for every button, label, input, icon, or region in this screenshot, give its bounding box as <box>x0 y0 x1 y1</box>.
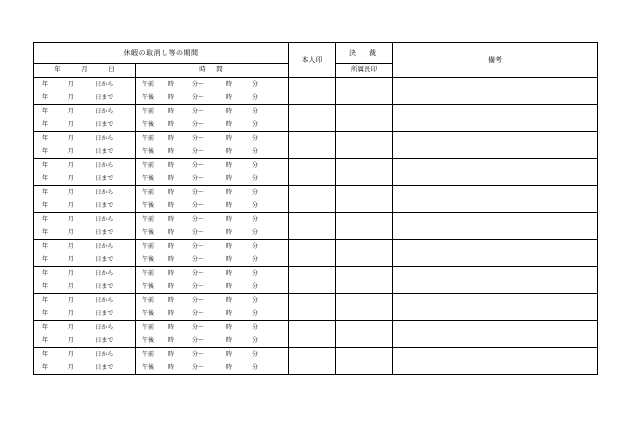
date-line <box>34 226 135 239</box>
time-line <box>136 361 288 374</box>
minute-to-label: 分 <box>252 94 259 101</box>
year-label: 年 <box>42 283 49 290</box>
period-time-cell[interactable] <box>136 159 289 186</box>
date-line <box>34 159 135 172</box>
day-label: 日から <box>95 297 114 304</box>
hour-label: 時 <box>168 108 175 115</box>
hour-to-label: 時 <box>226 351 233 358</box>
period-date-cell[interactable] <box>34 186 136 213</box>
hour-to-label: 時 <box>226 324 233 331</box>
kessai-header: 決 裁 <box>336 43 393 64</box>
date-line <box>34 348 135 361</box>
year-label: 年 <box>42 81 49 88</box>
time-line <box>136 321 288 334</box>
ampm-label: 午前 <box>142 297 155 304</box>
minute-to-label: 分 <box>252 202 259 209</box>
time-line <box>136 105 288 118</box>
table-row[interactable] <box>34 186 598 213</box>
biko-cell[interactable] <box>393 240 598 267</box>
date-line <box>34 334 135 347</box>
year-label: 年 <box>42 324 49 331</box>
hour-label: 時 <box>168 81 175 88</box>
date-line <box>34 280 135 293</box>
date-subheader <box>34 64 136 78</box>
day-label: 日まで <box>95 202 114 209</box>
year-label: 年 <box>42 121 49 128</box>
time-line <box>136 334 288 347</box>
day-label: 日まで <box>95 148 114 155</box>
day-label: 日まで <box>95 283 114 290</box>
month-label: 月 <box>67 121 74 128</box>
form-table <box>33 42 598 375</box>
period-header: 休暇の取消し等の期間 <box>34 43 289 64</box>
hour-to-label: 時 <box>226 202 233 209</box>
minute-to-label: 分 <box>252 135 259 142</box>
ampm-label: 午前 <box>142 189 155 196</box>
date-line <box>34 132 135 145</box>
day-label: 日まで <box>95 121 114 128</box>
minute-from-label: 分～ <box>192 81 205 88</box>
minute-from-label: 分～ <box>192 162 205 169</box>
minute-to-label: 分 <box>252 189 259 196</box>
day-label: 日まで <box>95 175 114 182</box>
minute-from-label: 分～ <box>192 324 205 331</box>
month-label: 月 <box>67 364 74 371</box>
month-label: 月 <box>67 243 74 250</box>
day-label: 日から <box>95 243 114 250</box>
time-line <box>136 307 288 320</box>
day-label: 日から <box>95 108 114 115</box>
period-date-cell[interactable] <box>34 348 136 375</box>
kessai-seal-cell[interactable] <box>336 321 393 348</box>
hour-label: 時 <box>168 256 175 263</box>
leave-cancellation-form <box>33 42 597 375</box>
biko-cell[interactable] <box>393 321 598 348</box>
period-time-cell[interactable] <box>136 267 289 294</box>
ampm-label: 午前 <box>142 81 155 88</box>
hour-to-label: 時 <box>226 310 233 317</box>
hour-label: 時 <box>168 94 175 101</box>
month-label: 月 <box>67 297 74 304</box>
biko-cell[interactable] <box>393 267 598 294</box>
date-line <box>34 199 135 212</box>
day-label: 日から <box>95 216 114 223</box>
ampm-label: 午前 <box>142 135 155 142</box>
minute-from-label: 分～ <box>192 135 205 142</box>
time-line <box>136 240 288 253</box>
month-label: 月 <box>67 175 74 182</box>
period-time-cell[interactable] <box>136 105 289 132</box>
honnin-seal-cell[interactable] <box>289 348 336 375</box>
ampm-label: 午後 <box>142 283 155 290</box>
day-label: 日から <box>95 81 114 88</box>
kessai-seal-cell[interactable] <box>336 78 393 105</box>
header-row-1 <box>34 43 598 64</box>
date-line <box>34 307 135 320</box>
table-row[interactable] <box>34 240 598 267</box>
ampm-label: 午前 <box>142 243 155 250</box>
period-date-cell[interactable] <box>34 213 136 240</box>
day-label: 日まで <box>95 364 114 371</box>
honnin-seal-cell[interactable] <box>289 78 336 105</box>
minute-from-label: 分～ <box>192 108 205 115</box>
date-line <box>34 91 135 104</box>
month-label: 月 <box>67 256 74 263</box>
period-time-cell[interactable] <box>136 78 289 105</box>
kessai-seal-cell[interactable] <box>336 159 393 186</box>
hour-label: 時 <box>168 216 175 223</box>
year-label: 年 <box>42 94 49 101</box>
hour-label: 時 <box>168 337 175 344</box>
honnin-seal-cell[interactable] <box>289 213 336 240</box>
year-label: 年 <box>42 189 49 196</box>
biko-cell[interactable] <box>393 294 598 321</box>
hour-to-label: 時 <box>226 364 233 371</box>
biko-cell[interactable] <box>393 213 598 240</box>
hour-label: 時 <box>168 270 175 277</box>
minute-to-label: 分 <box>252 121 259 128</box>
month-label: 月 <box>67 324 74 331</box>
subheader-day: 日 <box>108 66 115 74</box>
year-label: 年 <box>42 202 49 209</box>
day-label: 日まで <box>95 310 114 317</box>
time-line <box>136 226 288 239</box>
honnin-seal-cell[interactable] <box>289 267 336 294</box>
time-subheader: 時 間 <box>136 64 289 78</box>
kessai-seal-cell[interactable] <box>336 186 393 213</box>
time-line <box>136 253 288 266</box>
date-line <box>34 172 135 185</box>
hour-to-label: 時 <box>226 135 233 142</box>
period-date-cell[interactable] <box>34 267 136 294</box>
time-line <box>136 280 288 293</box>
ampm-label: 午後 <box>142 121 155 128</box>
hour-label: 時 <box>168 324 175 331</box>
hour-label: 時 <box>168 189 175 196</box>
ampm-label: 午後 <box>142 256 155 263</box>
time-line <box>136 172 288 185</box>
minute-from-label: 分～ <box>192 229 205 236</box>
year-label: 年 <box>42 108 49 115</box>
hour-to-label: 時 <box>226 81 233 88</box>
hour-to-label: 時 <box>226 189 233 196</box>
hour-label: 時 <box>168 310 175 317</box>
ampm-label: 午後 <box>142 337 155 344</box>
period-date-cell[interactable] <box>34 159 136 186</box>
period-date-cell[interactable] <box>34 132 136 159</box>
minute-to-label: 分 <box>252 270 259 277</box>
period-date-cell[interactable] <box>34 321 136 348</box>
period-date-cell[interactable] <box>34 105 136 132</box>
kessai-seal-cell[interactable] <box>336 294 393 321</box>
minute-to-label: 分 <box>252 283 259 290</box>
day-label: 日まで <box>95 337 114 344</box>
ampm-label: 午前 <box>142 324 155 331</box>
ampm-label: 午前 <box>142 162 155 169</box>
hour-to-label: 時 <box>226 256 233 263</box>
kessai-seal-cell[interactable] <box>336 213 393 240</box>
ampm-label: 午前 <box>142 270 155 277</box>
day-label: 日から <box>95 162 114 169</box>
minute-from-label: 分～ <box>192 94 205 101</box>
date-line <box>34 240 135 253</box>
date-line <box>34 213 135 226</box>
date-line <box>34 321 135 334</box>
ampm-label: 午前 <box>142 351 155 358</box>
time-line <box>136 348 288 361</box>
year-label: 年 <box>42 175 49 182</box>
minute-from-label: 分～ <box>192 297 205 304</box>
minute-from-label: 分～ <box>192 202 205 209</box>
ampm-label: 午後 <box>142 202 155 209</box>
day-label: 日から <box>95 270 114 277</box>
year-label: 年 <box>42 297 49 304</box>
minute-to-label: 分 <box>252 351 259 358</box>
month-label: 月 <box>67 108 74 115</box>
minute-from-label: 分～ <box>192 243 205 250</box>
biko-cell[interactable] <box>393 186 598 213</box>
honnin-seal-cell[interactable] <box>289 240 336 267</box>
month-label: 月 <box>67 283 74 290</box>
table-row[interactable] <box>34 159 598 186</box>
month-label: 月 <box>67 310 74 317</box>
hour-label: 時 <box>168 283 175 290</box>
honnin-seal-cell[interactable] <box>289 294 336 321</box>
minute-to-label: 分 <box>252 175 259 182</box>
month-label: 月 <box>67 189 74 196</box>
minute-from-label: 分～ <box>192 310 205 317</box>
kessai-seal-cell[interactable] <box>336 240 393 267</box>
biko-cell[interactable] <box>393 132 598 159</box>
honnin-seal-header: 本人印 <box>289 43 336 78</box>
year-label: 年 <box>42 148 49 155</box>
minute-to-label: 分 <box>252 108 259 115</box>
hour-to-label: 時 <box>226 283 233 290</box>
month-label: 月 <box>67 270 74 277</box>
year-label: 年 <box>42 351 49 358</box>
time-line <box>136 186 288 199</box>
table-row[interactable] <box>34 321 598 348</box>
minute-from-label: 分～ <box>192 216 205 223</box>
hour-to-label: 時 <box>226 270 233 277</box>
hour-to-label: 時 <box>226 94 233 101</box>
hour-to-label: 時 <box>226 229 233 236</box>
ampm-label: 午後 <box>142 148 155 155</box>
date-line <box>34 253 135 266</box>
hour-to-label: 時 <box>226 216 233 223</box>
minute-from-label: 分～ <box>192 337 205 344</box>
hour-label: 時 <box>168 121 175 128</box>
minute-to-label: 分 <box>252 324 259 331</box>
year-label: 年 <box>42 310 49 317</box>
period-time-cell[interactable] <box>136 132 289 159</box>
date-line <box>34 118 135 131</box>
date-line <box>34 267 135 280</box>
kessai-seal-cell[interactable] <box>336 132 393 159</box>
honnin-seal-cell[interactable] <box>289 186 336 213</box>
time-line <box>136 267 288 280</box>
table-row[interactable] <box>34 348 598 375</box>
period-time-cell[interactable] <box>136 294 289 321</box>
time-line <box>136 118 288 131</box>
hour-to-label: 時 <box>226 243 233 250</box>
minute-to-label: 分 <box>252 148 259 155</box>
time-line <box>136 91 288 104</box>
month-label: 月 <box>67 229 74 236</box>
date-line <box>34 78 135 91</box>
honnin-seal-cell[interactable] <box>289 132 336 159</box>
time-line <box>136 294 288 307</box>
ampm-label: 午後 <box>142 175 155 182</box>
hour-to-label: 時 <box>226 121 233 128</box>
hour-label: 時 <box>168 229 175 236</box>
period-date-cell[interactable] <box>34 294 136 321</box>
hour-to-label: 時 <box>226 175 233 182</box>
shozokucho-seal-header: 所属長印 <box>336 64 393 78</box>
period-time-cell[interactable] <box>136 186 289 213</box>
minute-from-label: 分～ <box>192 283 205 290</box>
year-label: 年 <box>42 270 49 277</box>
hour-to-label: 時 <box>226 148 233 155</box>
date-line <box>34 105 135 118</box>
hour-label: 時 <box>168 135 175 142</box>
minute-to-label: 分 <box>252 256 259 263</box>
table-row[interactable] <box>34 78 598 105</box>
year-label: 年 <box>42 216 49 223</box>
hour-label: 時 <box>168 297 175 304</box>
period-time-cell[interactable] <box>136 348 289 375</box>
minute-to-label: 分 <box>252 364 259 371</box>
hour-label: 時 <box>168 175 175 182</box>
time-line <box>136 145 288 158</box>
ampm-label: 午前 <box>142 216 155 223</box>
table-row[interactable] <box>34 267 598 294</box>
day-label: 日から <box>95 135 114 142</box>
minute-to-label: 分 <box>252 229 259 236</box>
minute-to-label: 分 <box>252 216 259 223</box>
month-label: 月 <box>67 81 74 88</box>
honnin-seal-cell[interactable] <box>289 159 336 186</box>
month-label: 月 <box>67 148 74 155</box>
biko-header: 備考 <box>393 43 598 78</box>
minute-to-label: 分 <box>252 81 259 88</box>
minute-from-label: 分～ <box>192 175 205 182</box>
day-label: 日から <box>95 324 114 331</box>
ampm-label: 午後 <box>142 310 155 317</box>
honnin-seal-cell[interactable] <box>289 321 336 348</box>
minute-from-label: 分～ <box>192 351 205 358</box>
kessai-seal-cell[interactable] <box>336 348 393 375</box>
time-line <box>136 199 288 212</box>
period-time-cell[interactable] <box>136 321 289 348</box>
period-date-cell[interactable] <box>34 78 136 105</box>
month-label: 月 <box>67 216 74 223</box>
day-label: 日まで <box>95 256 114 263</box>
time-line <box>136 213 288 226</box>
month-label: 月 <box>67 202 74 209</box>
date-line <box>34 361 135 374</box>
minute-from-label: 分～ <box>192 364 205 371</box>
day-label: 日まで <box>95 94 114 101</box>
subheader-month: 月 <box>81 66 88 74</box>
minute-from-label: 分～ <box>192 189 205 196</box>
minute-to-label: 分 <box>252 162 259 169</box>
minute-from-label: 分～ <box>192 256 205 263</box>
subheader-year: 年 <box>54 66 61 74</box>
month-label: 月 <box>67 94 74 101</box>
kessai-seal-cell[interactable] <box>336 105 393 132</box>
year-label: 年 <box>42 135 49 142</box>
table-row[interactable] <box>34 213 598 240</box>
time-line <box>136 78 288 91</box>
hour-label: 時 <box>168 148 175 155</box>
minute-from-label: 分～ <box>192 270 205 277</box>
period-date-cell[interactable] <box>34 240 136 267</box>
time-line <box>136 159 288 172</box>
kessai-seal-cell[interactable] <box>336 267 393 294</box>
month-label: 月 <box>67 162 74 169</box>
day-label: 日から <box>95 351 114 358</box>
ampm-label: 午後 <box>142 94 155 101</box>
hour-label: 時 <box>168 202 175 209</box>
biko-cell[interactable] <box>393 159 598 186</box>
minute-from-label: 分～ <box>192 148 205 155</box>
minute-to-label: 分 <box>252 337 259 344</box>
day-label: 日から <box>95 189 114 196</box>
hour-to-label: 時 <box>226 297 233 304</box>
minute-from-label: 分～ <box>192 121 205 128</box>
year-label: 年 <box>42 243 49 250</box>
biko-cell[interactable] <box>393 78 598 105</box>
month-label: 月 <box>67 337 74 344</box>
period-time-cell[interactable] <box>136 213 289 240</box>
year-label: 年 <box>42 162 49 169</box>
year-label: 年 <box>42 364 49 371</box>
date-line <box>34 145 135 158</box>
period-time-cell[interactable] <box>136 240 289 267</box>
minute-to-label: 分 <box>252 243 259 250</box>
hour-label: 時 <box>168 364 175 371</box>
month-label: 月 <box>67 351 74 358</box>
hour-to-label: 時 <box>226 337 233 344</box>
honnin-seal-cell[interactable] <box>289 105 336 132</box>
hour-label: 時 <box>168 243 175 250</box>
ampm-label: 午後 <box>142 364 155 371</box>
day-label: 日まで <box>95 229 114 236</box>
year-label: 年 <box>42 337 49 344</box>
table-row[interactable] <box>34 294 598 321</box>
year-label: 年 <box>42 229 49 236</box>
year-label: 年 <box>42 256 49 263</box>
table-row[interactable] <box>34 105 598 132</box>
hour-to-label: 時 <box>226 108 233 115</box>
ampm-label: 午前 <box>142 108 155 115</box>
minute-to-label: 分 <box>252 310 259 317</box>
biko-cell[interactable] <box>393 105 598 132</box>
date-line <box>34 186 135 199</box>
table-row[interactable] <box>34 132 598 159</box>
ampm-label: 午後 <box>142 229 155 236</box>
hour-to-label: 時 <box>226 162 233 169</box>
hour-label: 時 <box>168 351 175 358</box>
month-label: 月 <box>67 135 74 142</box>
time-line <box>136 132 288 145</box>
biko-cell[interactable] <box>393 348 598 375</box>
date-line <box>34 294 135 307</box>
hour-label: 時 <box>168 162 175 169</box>
minute-to-label: 分 <box>252 297 259 304</box>
